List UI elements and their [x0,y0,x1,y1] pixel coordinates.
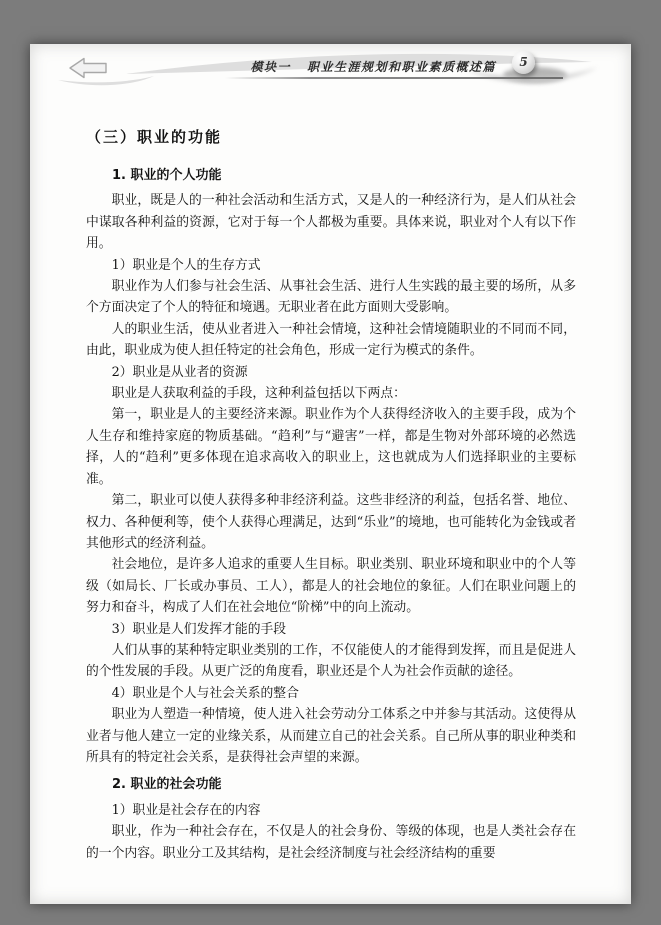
subsection-heading: 1. 职业的个人功能 [112,168,222,183]
paragraph: 社会地位，是许多人追求的重要人生目标。职业类别、职业环境和职业中的个人等级（如局长、厂长或办事员、工人），都是人的社会地位的象征。人们在职业问题上的努力和奋斗，构成了人们在社会地位“阶梯”中的向上流动。 [86,557,576,616]
paragraph: 职业，作为一种社会存在，不仅是人的社会身份、等级的体现，也是人类社会存在的一个内容。职业分工及其结构，是社会经济制度与社会经济结构的重要 [86,824,576,861]
module-label: 模块一 [250,60,291,74]
numbered-item-heading: 1）职业是社会存在的内容 [111,802,261,818]
numbered-item-heading: 1）职业是个人的生存方式 [111,257,261,273]
paragraph: 职业，既是人的一种社会活动和生活方式，又是人的一种经济行为，是人们从社会中谋取各种利益的资源，它对于每一个人都极为重要。具体来说，职业对个人有以下作用。 [86,193,576,252]
back-arrow-icon [68,57,108,79]
paragraph: 第一，职业是人的主要经济来源。职业作为个人获得经济收入的主要手段，成为个人生存和维持家庭的物质基础。“趋利”与“避害”一样，都是生物对外部环境的必然选择，人的“趋利”更多体现在追求高收入的职业上，这也就成为人们选择职业的主要标准。 [86,407,576,487]
paragraph: 职业是人获取利益的手段，这种利益包括以下两点： [111,386,406,402]
chapter-title: 职业生涯规划和职业素质概述篇 [306,60,496,74]
page-content [30,108,631,864]
paragraph: 职业为人塑造一种情境，使人进入社会劳动分工体系之中并参与其活动。这使得从业者与他人建立一定的业缘关系，从而建立自己的社会关系。自己所从事的职业种类和所具有的特定社会关系，是获得社会声望的来源。 [86,707,576,765]
numbered-item-heading: 3）职业是人们发挥才能的手段 [111,621,287,637]
book-page [30,44,631,904]
section-title: （三）职业的功能 [86,128,223,146]
paragraph: 人的职业生活，使从业者进入一种社会情境，这种社会情境随职业的不同而不同，由此，职业成为使人担任特定的社会角色，形成一定行为模式的条件。 [86,321,576,359]
running-head [250,58,496,75]
page-number-badge [512,51,535,74]
header-rule [225,77,563,79]
page-header [30,44,631,108]
numbered-item-heading: 4）职业是个人与社会关系的整合 [111,685,299,701]
subsection-heading: 2. 职业的社会功能 [112,777,222,793]
paragraph: 职业作为人们参与社会生活、从事社会生活、进行人生实践的最主要的场所，从多个方面决定了个人的特征和境遇。无职业者在此方面则大受影响。 [86,279,576,316]
numbered-item-heading: 2）职业是从业者的资源 [111,364,248,380]
paragraph: 人们从事的某种特定职业类别的工作，不仅能使人的才能得到发挥，而且是促进人的个性发展的手段。从更广泛的角度看，职业还是个人为社会作贡献的途径。 [86,642,576,680]
paragraph: 第二，职业可以使人获得多种非经济利益。这些非经济的利益，包括名誉、地位、权力、各种便利等，使个人获得心理满足，达到“乐业”的境地，也可能转化为金钱或者其他形式的经济利益。 [86,493,576,551]
swoosh-decoration-icon [30,44,631,108]
page-number: 5 [519,55,528,69]
